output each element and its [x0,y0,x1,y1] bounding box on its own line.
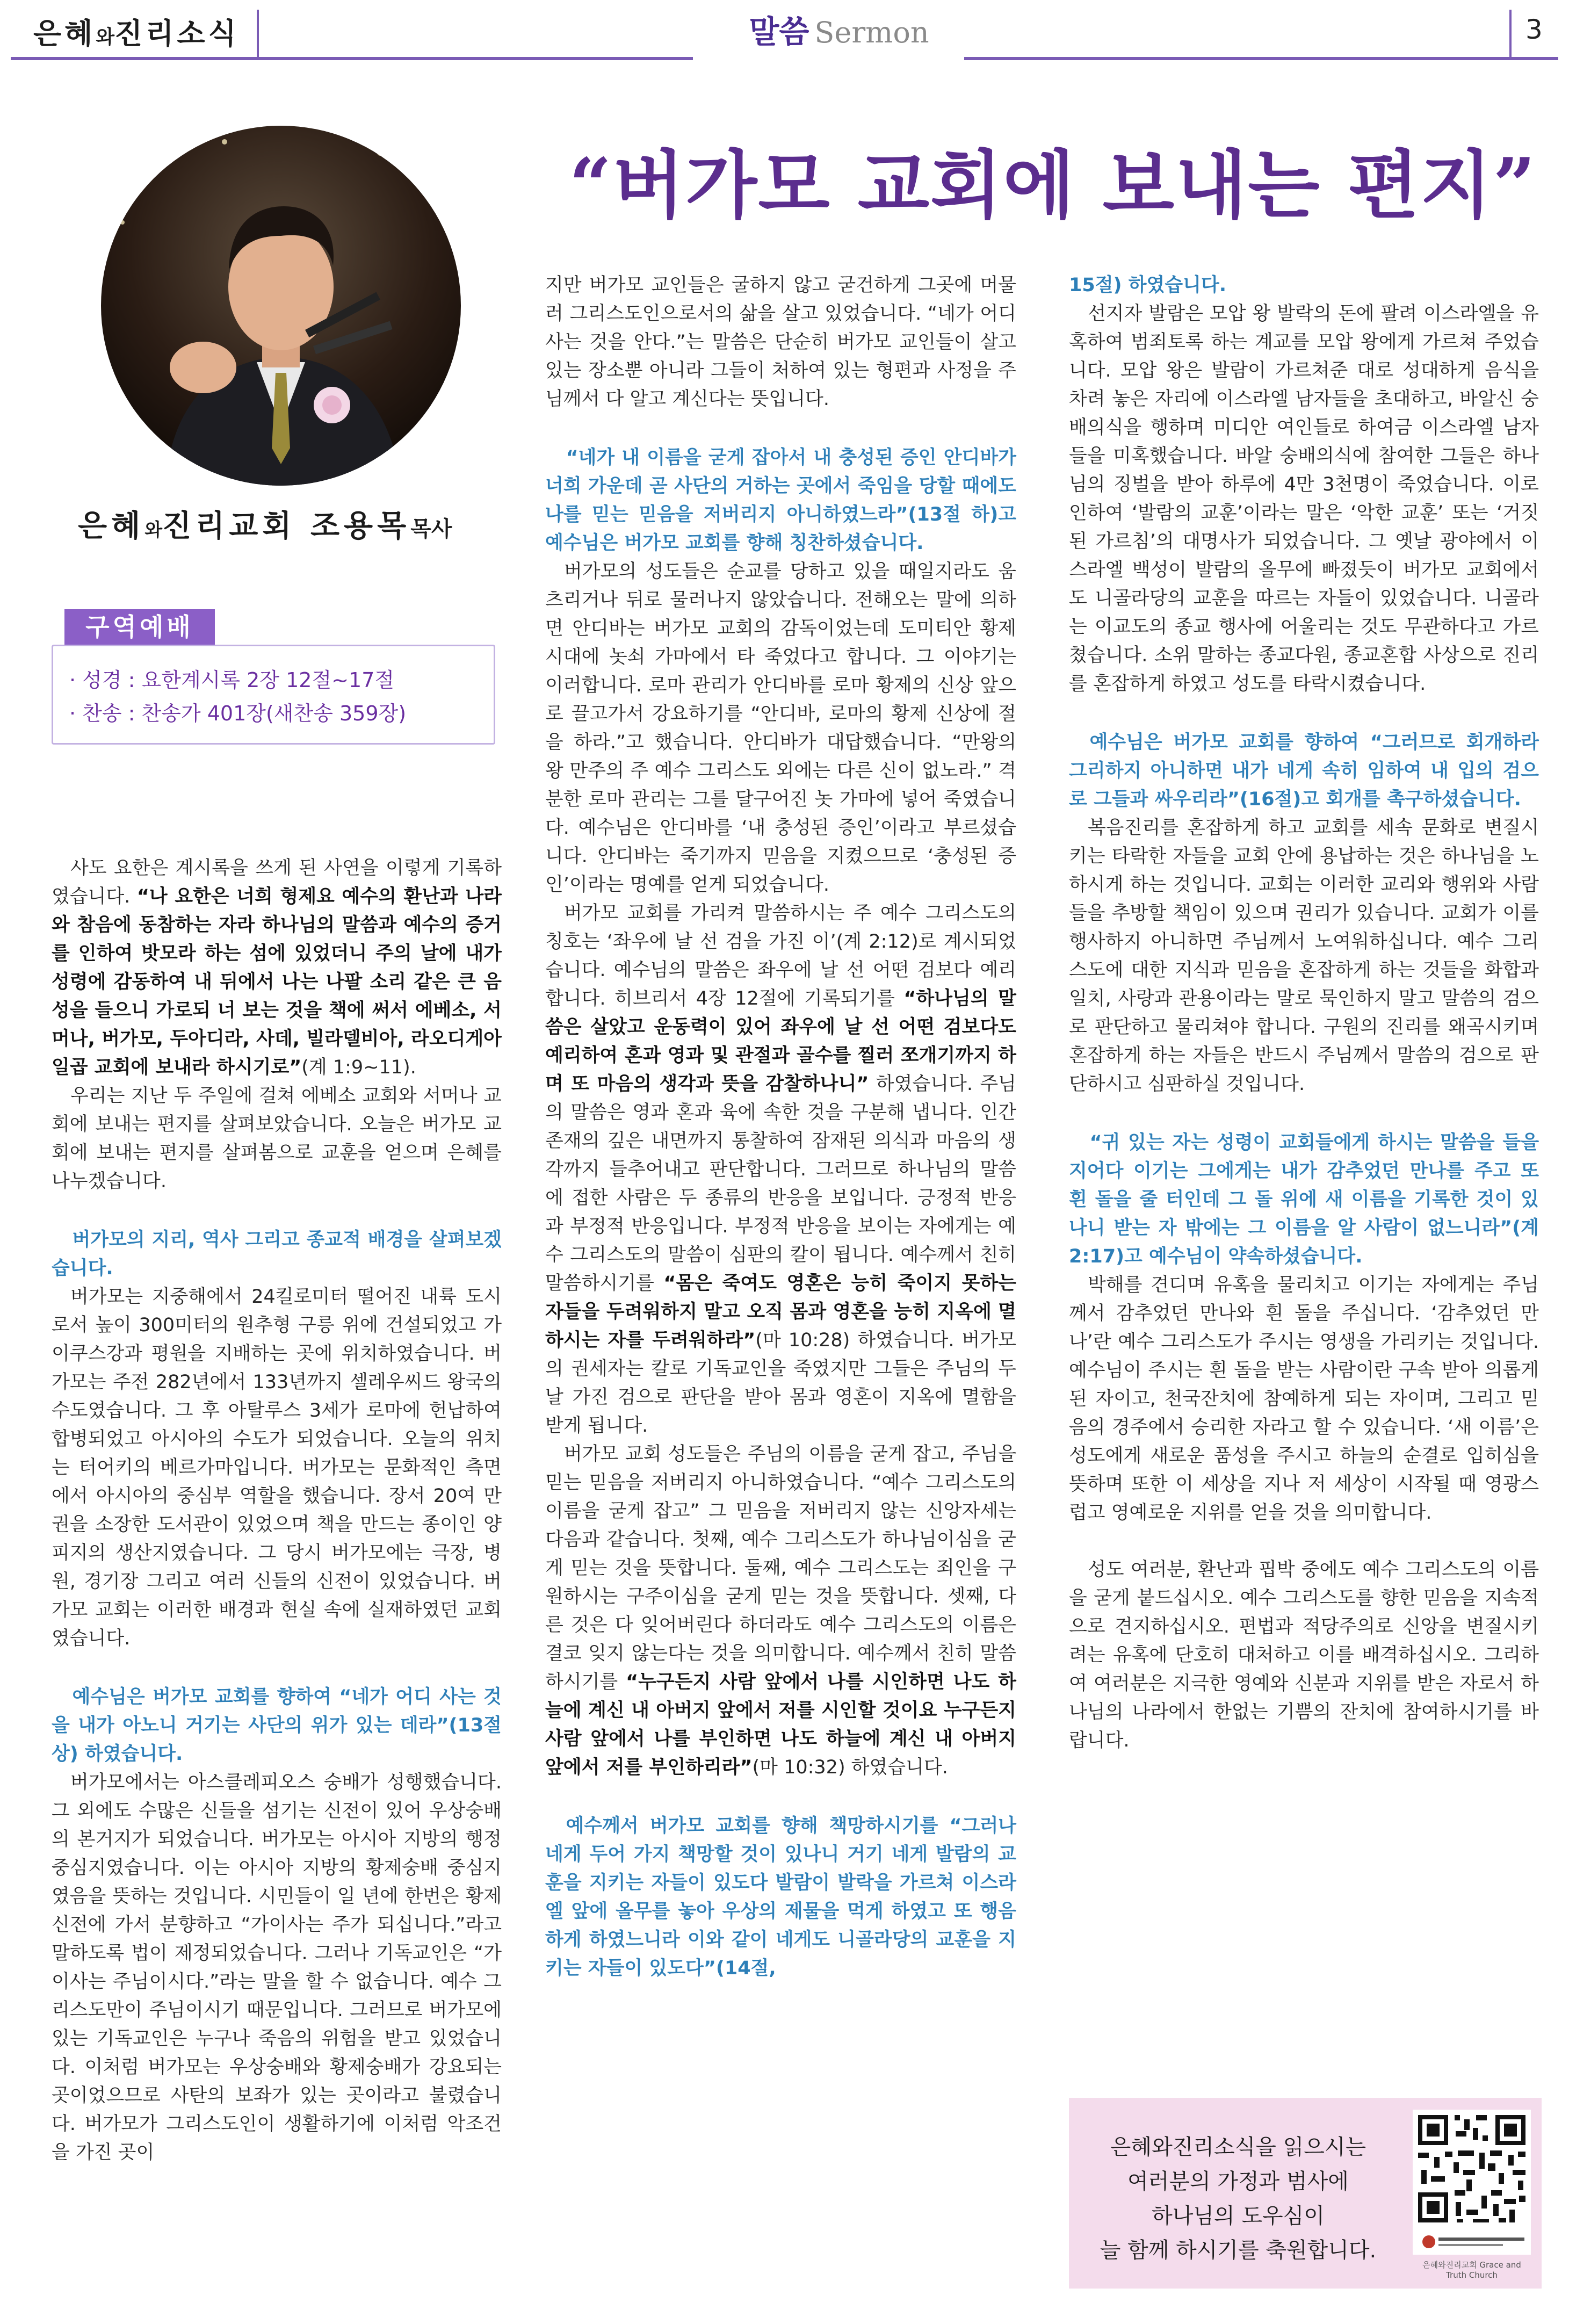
church-name-conjunction: 와 [144,519,163,541]
article-column-3 [1069,271,1539,1755]
header-divider [257,10,259,59]
service-info-tab: 구역예배 [64,609,215,645]
paragraph: 버가모는 지중해에서 24킬로미터 떨어진 내륙 도시로서 높이 300미터의 원추형 구릉 위에 건설되었고 가이쿠스강과 평원을 지배하는 곳에 위치하였습니다. 버가모는 주전 282년에서 133년까지 셀레우씨드 왕국의 수도였습니다. 그 후 아탈루스 3세가 로마에 헌납하여 합병되었고 아시아의 수도가 되었습니다. 오늘의 위치는 터어키의 베르가마입니다. 버가모는 문화적인 측면에서 아시아의 중심부 역할을 했습니다. 장서 20여 만 권을 소장한 도서관이 있었으며 책을 만드는 종이인 양피지의 생산지였습니다. 그 당시 버가모에는 극장, 병원, 경기장 그리고 여러 신들의 신전이 있었습니다. 버가모 교회는 이러한 배경과 현실 속에 실재하였던 교회였습니다. [52,1286,502,1649]
header-divider [1509,10,1512,59]
scripture-quote: “몸은 죽여도 영혼은 능히 죽이지 못하는 자들을 두려워하지 말고 오직 몸과 영혼을 능히 지옥에 멸하시는 자를 두려워하라” [545,1273,1016,1351]
qr-caption: 은혜와진리교회 Grace and Truth Church [1422,2260,1521,2280]
header-rule-right [964,57,1558,60]
publication-name-conjunction: 와 [96,26,115,48]
pastor-portrait [101,126,461,486]
sermon-title: “버가모 교회에 보내는 편지” [569,141,1537,229]
pastor-title: 목사 [410,517,452,542]
publication-name [33,11,240,52]
section-heading: 예수님은 버가모 교회를 향하여 “네가 어디 사는 것을 내가 아노니 거기는 사단의 위가 있는 데라”(13절 상) 하였습니다. [52,1686,502,1765]
blessing-text [1082,2130,1394,2268]
section-label [737,6,941,52]
scripture-citation: (계 1:9~11). [301,1057,416,1078]
hymn-reference: · 찬송 : 찬송가 401장(새찬송 359장) [69,702,407,725]
article-column-2 [545,271,1016,1983]
section-heading: 버가모의 지리, 역사 그리고 종교적 배경을 살펴보겠습니다. [52,1229,502,1279]
paragraph: 버가모의 성도들은 순교를 당하고 있을 때일지라도 움츠리거나 뒤로 물러나지 않았습니다. 전해오는 말에 의하면 안디바는 버가모 교회의 감독이었는데 도미티안 황제 시대에 놋쇠 가마에서 타 죽었다고 합니다. 그 이야기는 이러합니다. 로마 관리가 안디바를 로마 황제의 신상 앞으로 끌고가서 강요하기를 “안디바, 로마의 황제 신상에 절을 하라.”고 했습니다. 안디바가 대답했습니다. “만왕의 왕 만주의 주 예수 그리스도 외에는 다른 신이 없노라.” 격분한 로마 관리는 그를 달구어진 놋 가마에 넣어 죽였습니다. 예수님은 안디바를 ‘내 충성된 증인’이라고 부르셨습니다. 안디바는 죽기까지 믿음을 지켰으므로 ‘충성된 증인’이라는 명예를 얻게 되었습니다. [545,561,1016,896]
scripture-quote: “누구든지 사람 앞에서 나를 시인하면 나도 하늘에 계신 내 아버지 앞에서 저를 시인할 것이요 누구든지 사람 앞에서 나를 부인하면 나도 하늘에 계신 내 아버지 앞에서 저를 부인하리라” [545,1671,1016,1778]
pastor-portrait-illustration [101,126,461,486]
section-heading: “네가 내 이름을 굳게 잡아서 내 충성된 증인 안디바가 너희 가운데 곧 사단의 거하는 곳에서 죽임을 당할 때에도 나를 믿는 믿음을 저버리지 아니하였느라”(13절 하)고 예수님은 버가모 교회를 향해 칭찬하셨습니다. [545,447,1016,554]
paragraph-text: 버가모 교회를 가리켜 말씀하시는 주 예수 그리스도의 칭호는 ‘좌우에 날 선 검을 가진 이’(계 2:12)로 계시되었습니다. 예수님의 말씀은 좌우에 날 선 어떤 검보다 예리합니다. 히브리서 4장 12절에 기록되기를 [545,903,1016,1009]
service-info-box [52,645,495,745]
blessing-line: 하나님의 도우심이 [1152,2204,1325,2228]
section-label-korean: 말씀 [749,13,809,50]
masthead [0,0,1569,63]
paragraph [52,854,502,1082]
paragraph [545,1440,1016,1782]
scripture-quote: “나 요한은 너희 형제요 예수의 환난과 나라와 참음에 동참하는 자라 하나님의 말씀과 예수의 증거를 인하여 밧모라 하는 섬에 있었더니 주의 날에 내가 성령에 감동하여 내 뒤에서 나는 나팔 소리 같은 큰 음성을 들으니 가로되 너 보는 것을 책에 써서 에베소, 서머나, 버가모, 두아디라, 사데, 빌라델비아, 라오디게아 일곱 교회에 보내라 하시기로” [52,886,502,1078]
paragraph-text: 사도 요한은 계시록을 쓰게 된 사연을 이렇게 기록하였습니다. [52,857,502,907]
preacher-name [78,502,561,545]
paragraph-text: (마 10:28) 하였습니다. 버가모의 권세자는 칼로 기독교인을 죽였지만 그들은 주님의 두 날 가진 검으로 판단을 받아 몸과 영혼이 지옥에 멸함을 받게 됩니다. [545,1330,1016,1437]
paragraph: 우리는 지난 두 주일에 걸쳐 에베소 교회와 서머나 교회에 보내는 편지를 살펴보았습니다. 오늘은 버가모 교회에 보내는 편지를 살펴봄으로 교훈을 얻으며 은혜를 나누겠습니다. [52,1085,502,1192]
scripture-citation: (마 10:32) 하였습니다. [752,1757,948,1778]
blessing-line: 늘 함께 하시기를 축원합니다. [1100,2238,1377,2263]
section-label-english: Sermon [814,16,929,49]
scripture-quote: “하나님의 말씀은 살았고 운동력이 있어 좌우에 날 선 어떤 검보다도 예리하여 혼과 영과 및 관절과 골수를 찔러 쪼개기까지 하며 또 마음의 생각과 뜻을 감찰하나니” [545,988,1016,1095]
scripture-reference: · 성경 : 요한계시록 2장 12절~17절 [69,668,395,692]
blessing-line: 여러분의 가정과 범사에 [1127,2169,1349,2194]
publication-name-part1: 은혜 [33,17,96,50]
church-name-part2: 진리교회 [162,509,296,544]
page-number: 3 [1525,14,1543,45]
qr-code[interactable] [1413,2110,1531,2255]
paragraph: 성도 여러분, 환난과 핍박 중에도 예수 그리스도의 이름을 굳게 붙드십시오. 예수 그리스도를 향한 믿음을 지속적으로 견지하십시오. 편법과 적당주의로 신앙을 변질시키려는 유혹에 단호히 대처하고 이를 배격하십시오. 그리하여 여러분은 지극한 영예와 신분과 지위를 받은 자로서 하나님의 나라에서 한없는 기쁨의 잔치에 참여하시기를 바랍니다. [1069,1559,1539,1751]
paragraph: 선지자 발람은 모압 왕 발락의 돈에 팔려 이스라엘을 유혹하여 범죄토록 하는 계교를 모압 왕에게 가르쳐 주었습니다. 모압 왕은 발람이 가르쳐준 대로 성대하게 음식을 차려 놓은 자리에 이스라엘 남자들을 초대하고, 바알신 숭배의식을 행하며 미디안 여인들로 하여금 이스라엘 남자들을 미혹했습니다. 바알 숭배의식에 참여한 그들은 하나님의 징벌을 받아 하루에 4만 3천명이 죽었습니다. 이로 인하여 ‘발람의 교훈’이라는 말은 ‘악한 교훈’ 또는 ‘거짓된 가르침’의 대명사가 되었습니다. 그 옛날 광야에서 이스라엘 백성이 발람의 올무에 빠졌듯이 버가모 교회에서도 니골라당의 교훈을 따르는 자들이 있었습니다. 니골라는 이교도의 종교 행사에 어울리는 것도 무관하다고 가르쳤습니다. 소위 말하는 종교다원, 종교혼합 사상으로 진리를 혼잡하게 하였고 성도를 타락시켰습니다. [1069,303,1539,695]
blessing-line: 은혜와진리소식을 읽으시는 [1110,2135,1366,2160]
header-rule-left [11,57,693,60]
paragraph-text: 하였습니다. 주님의 말씀은 영과 혼과 육에 속한 것을 구분해 냅니다. 인간존재의 깊은 내면까지 통찰하여 잠재된 의식과 마음의 생각까지 들추어내고 판단합니다. 그러므로 하나님의 말씀에 접한 사람은 두 종류의 반응을 보입니다. 긍정적 반응과 부정적 반응입니다. 부정적 반응을 보이는 자에게는 예수 그리스도의 말씀이 심판의 칼이 됩니다. 예수께서 친히 말씀하시기를 [545,1073,1016,1294]
paragraph [545,899,1016,1440]
publication-name-part2: 진리소식 [114,17,240,50]
section-heading: 예수께서 버가모 교회를 향해 책망하시기를 “그러나 네게 두어 가지 책망할 것이 있나니 거기 네게 발람의 교훈을 지키는 자들이 있도다 발람이 발락을 가르쳐 이스라엘 앞에 올무를 놓아 우상의 제물을 먹게 하였고 또 행음하게 하였느니라 이와 같이 네게도 니골라당의 교훈을 지키는 자들이 있도다”(14절, [545,1815,1016,1979]
blessing-box [1069,2098,1542,2289]
church-name-part1: 은혜 [78,509,145,544]
section-heading: 예수님은 버가모 교회를 향하여 “그러므로 회개하라 그리하지 아니하면 내가 네게 속히 임하여 내 입의 검으로 그들과 싸우리라”(16절)고 회개를 촉구하셨습니다. [1069,732,1539,810]
pastor-name: 조용목 [310,509,411,544]
paragraph: 박해를 견디며 유혹을 물리치고 이기는 자에게는 주님께서 감추었던 만나와 흰 돌을 주십니다. ‘감추었던 만나’란 예수 그리스도가 주시는 영생을 가리키는 것입니다. 예수님이 주시는 흰 돌을 받는 사람이란 구속 받아 의롭게 된 자이고, 천국잔치에 참예하게 되는 자이며, 그리고 믿음의 경주에서 승리한 자라고 할 수 있습니다. ‘새 이름’은 성도에게 새로운 품성을 주시고 하늘의 순결로 입히심을 뜻하며 또한 이 세상을 지나 저 세상이 시작될 때 영광스럽고 영예로운 지위를 얻을 것을 의미합니다. [1069,1274,1539,1524]
paragraph: 버가모에서는 아스클레피오스 숭배가 성행했습니다. 그 외에도 수많은 신들을 섬기는 신전이 있어 우상숭배의 본거지가 되었습니다. 버가모는 아시아 지방의 행정 중심지였습니다. 이는 아시아 지방의 황제숭배 중심지였음을 뜻하는 것입니다. 시민들이 일 년에 한번은 황제 신전에 가서 분향하고 “가이사는 주가 되십니다.”라고 말하도록 법이 제정되었습니다. 그러나 기독교인은 “가이사는 주님이시다.”라는 말을 할 수 없습니다. 예수 그리스도만이 주님이시기 때문입니다. 그러므로 버가모에 있는 기독교인은 누구나 죽음의 위험을 받고 있었습니다. 이처럼 버가모는 우상숭배와 황제숭배가 강요되는 곳이었으므로 사탄의 보좌가 있는 곳이라고 불렸습니다. 버가모가 그리스도인이 생활하기에 이처럼 악조건을 가진 곳이 [52,1772,502,2163]
section-heading: “귀 있는 자는 성령이 교회들에게 하시는 말씀을 들을지어다 이기는 그에게는 내가 감추었던 만나를 주고 또 흰 돌을 줄 터인데 그 돌 위에 새 이름을 기록한 것이 있나니 받는 자 밖에는 그 이름을 알 사람이 없느니라”(계 2:17)고 예수님이 약속하셨습니다. [1069,1132,1539,1267]
paragraph-text: 버가모 교회 성도들은 주님의 이름을 굳게 잡고, 주님을 믿는 믿음을 저버리지 아니하였습니다. “예수 그리스도의 이름을 굳게 잡고” 그 믿음을 저버리지 않는 신앙자세는 다음과 같습니다. 첫째, 예수 그리스도가 하나님이심을 굳게 믿는 것을 뜻합니다. 둘째, 예수 그리스도는 죄인을 구원하시는 구주이심을 굳게 믿는 것을 뜻합니다. 셋째, 다른 것은 다 잊어버린다 하더라도 예수 그리스도의 이름은 결코 잊지 않는다는 것을 의미합니다. 예수께서 친히 말씀하시기를 [545,1444,1016,1693]
article-column-1 [52,854,502,2167]
paragraph: 복음진리를 혼잡하게 하고 교회를 세속 문화로 변질시키는 타락한 자들을 교회 안에 용납하는 것은 하나님을 노하시게 하는 것입니다. 교회는 이러한 교리와 행위와 사람들을 추방할 책임이 있으며 권리가 있습니다. 교회가 이를 행사하지 아니하면 주님께서 노여워하십니다. 예수 그리스도에 대한 지식과 믿음을 혼잡하게 하는 것들을 화합과 일치, 사랑과 관용이라는 말로 묵인하지 말고 말씀의 검으로 판단하고 물리쳐야 합니다. 구원의 진리를 왜곡시키며 혼잡하게 하는 자들은 반드시 주님께서 말씀의 검으로 판단하시고 심판하실 것입니다. [1069,817,1539,1095]
section-heading: 15절) 하였습니다. [1069,275,1227,296]
paragraph: 지만 버가모 교인들은 굴하지 않고 굳건하게 그곳에 머물러 그리스도인으로서의 삶을 살고 있었습니다. “네가 어디 사는 것을 안다.”는 말씀은 단순히 버가모 교인들이 살고 있는 장소뿐 아니라 그들이 처하여 있는 형편과 사정을 주님께서 다 알고 계신다는 뜻입니다. [545,275,1016,410]
